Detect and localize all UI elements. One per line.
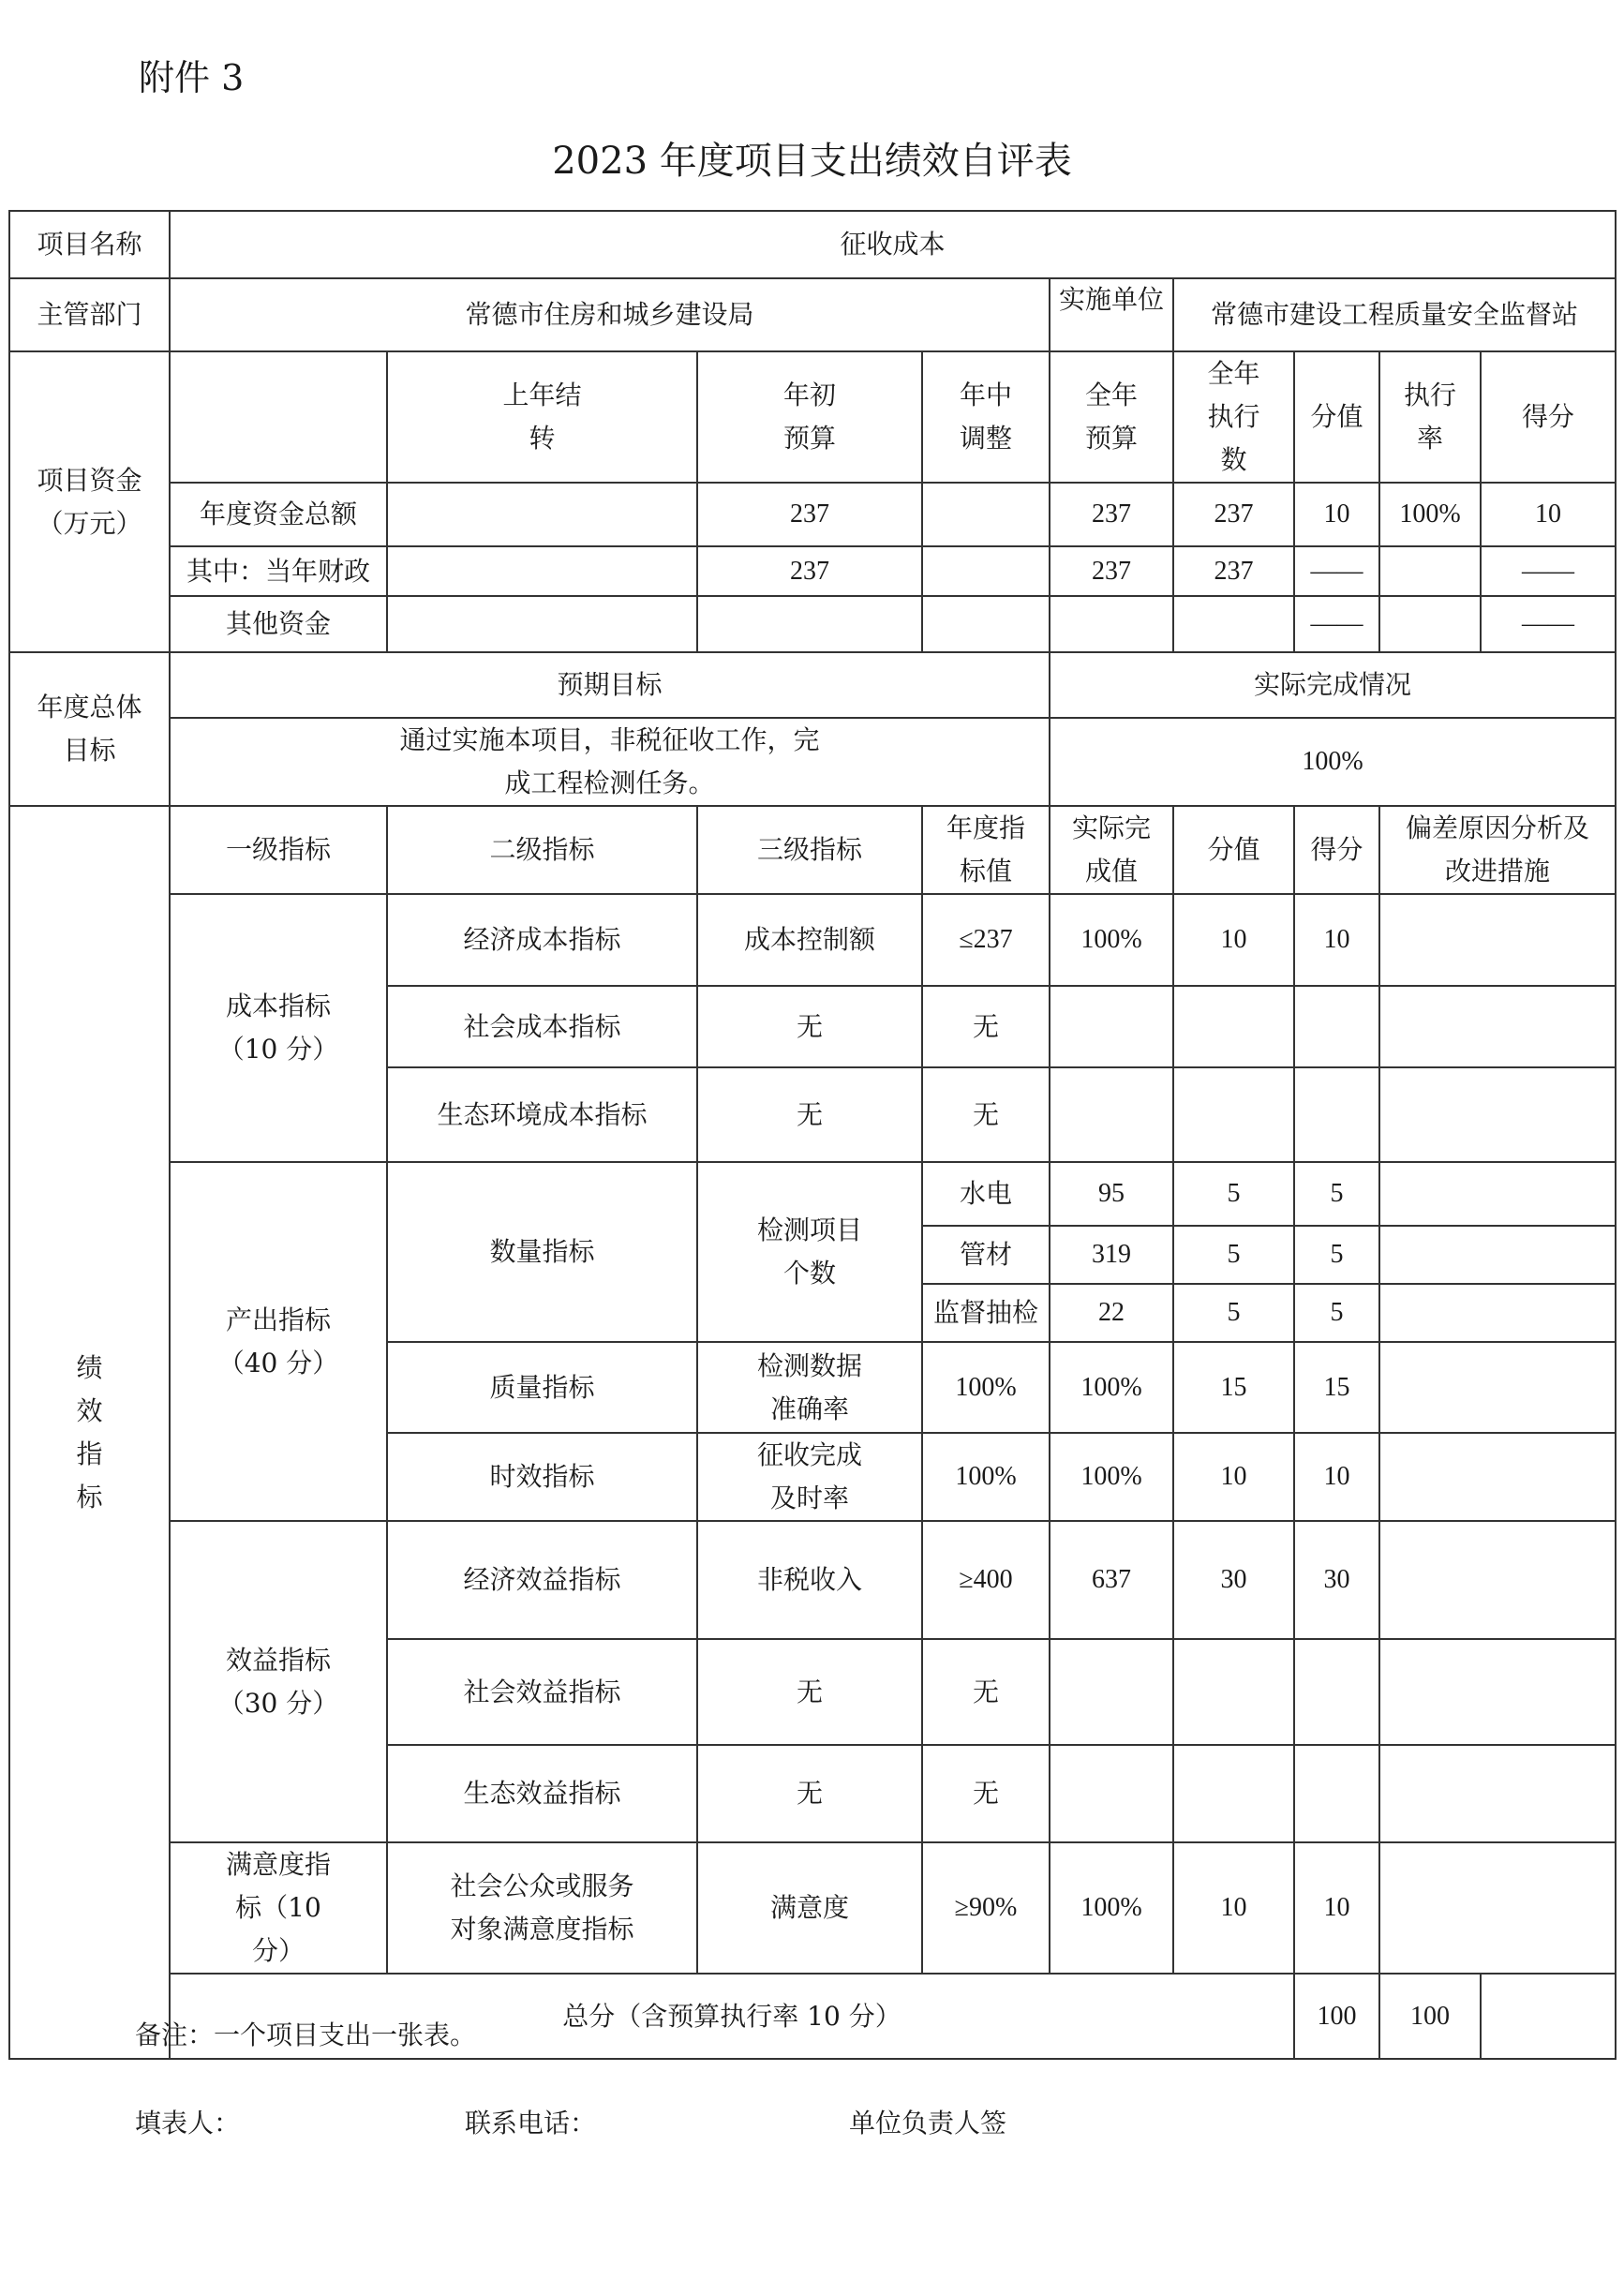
indicator-deviation: [1379, 1745, 1616, 1842]
indicator-deviation: [1379, 1284, 1616, 1342]
funds-mid: [922, 546, 1050, 596]
funds-annual: 237: [1050, 483, 1173, 546]
goals-row: [9, 718, 1616, 806]
funds-header-initial: 年初预算: [697, 351, 922, 483]
indicator-target: 无: [922, 1067, 1050, 1162]
funds-score: 10: [1481, 483, 1616, 546]
funds-score-value: ——: [1294, 546, 1379, 596]
indicator-level3: 无: [697, 1745, 922, 1842]
indicator-target: 100%: [922, 1433, 1050, 1521]
funds-rate: [1379, 546, 1481, 596]
indicator-score-value: [1173, 1639, 1294, 1745]
page-title: 2023 年度项目支出绩效自评表: [552, 140, 1072, 183]
attachment-label: 附件 3: [139, 57, 245, 98]
funds-executed: 237: [1173, 546, 1294, 596]
perf-header-actual: 实际完成值: [1050, 806, 1173, 894]
goals-actual: 100%: [1050, 718, 1616, 806]
indicator-actual: 100%: [1050, 1842, 1173, 1974]
indicator-level2: 社会效益指标: [387, 1639, 697, 1745]
funds-row: [9, 483, 1616, 546]
goals-header-row: [9, 652, 1616, 718]
indicator-score-value: 30: [1173, 1521, 1294, 1639]
indicator-score-value: [1173, 1067, 1294, 1162]
perf-header-row: [9, 806, 1616, 894]
indicator-deviation: [1379, 1342, 1616, 1433]
project-name-label: 项目名称: [9, 211, 170, 278]
indicator-deviation: [1379, 1842, 1616, 1974]
indicator-actual: [1050, 986, 1173, 1067]
funds-header-row: [9, 351, 1616, 483]
funds-score-value: ——: [1294, 596, 1379, 652]
funds-row-label: 其中：当年财政: [170, 546, 387, 596]
indicator-deviation: [1379, 1639, 1616, 1745]
indicator-target: 100%: [922, 1342, 1050, 1433]
indicator-score-value: 10: [1173, 894, 1294, 986]
funds-label: 项目资金（万元）: [9, 351, 170, 652]
funds-initial: 237: [697, 483, 922, 546]
indicator-actual: 95: [1050, 1162, 1173, 1226]
funds-prev: [387, 546, 697, 596]
funds-row: [9, 596, 1616, 652]
cost-label: 成本指标（10 分）: [170, 894, 387, 1162]
indicator-level3: 成本控制额: [697, 894, 922, 986]
funds-score-value: 10: [1294, 483, 1379, 546]
indicator-deviation: [1379, 986, 1616, 1067]
indicator-target: 水电: [922, 1162, 1050, 1226]
indicator-actual: [1050, 1067, 1173, 1162]
benefit-label: 效益指标（30 分）: [170, 1521, 387, 1842]
indicator-target: 监督抽检: [922, 1284, 1050, 1342]
goals-expected: 通过实施本项目，非税征收工作，完成工程检测任务。: [170, 718, 1050, 806]
funds-header-annual: 全年预算: [1050, 351, 1173, 483]
funds-header-score-value: 分值: [1294, 351, 1379, 483]
leader-signature-label: 单位负责人签: [849, 2108, 1007, 2139]
indicator-score: 5: [1294, 1284, 1379, 1342]
funds-header-executed: 全年执行数: [1173, 351, 1294, 483]
funds-prev: [387, 483, 697, 546]
perf-header-level2: 二级指标: [387, 806, 697, 894]
output-label: 产出指标（40 分）: [170, 1162, 387, 1521]
indicator-actual: [1050, 1745, 1173, 1842]
indicator-target: 无: [922, 1639, 1050, 1745]
self-evaluation-table: [8, 210, 1617, 2060]
funds-annual: 237: [1050, 546, 1173, 596]
funds-mid: [922, 596, 1050, 652]
total-label: 总分（含预算执行率 10 分）: [170, 1974, 1294, 2059]
perf-header-level1: 一级指标: [170, 806, 387, 894]
unit-value: 常德市建设工程质量安全监督站: [1173, 278, 1616, 351]
indicator-level2: 社会成本指标: [387, 986, 697, 1067]
indicator-level3: 非税收入: [697, 1521, 922, 1639]
dept-value: 常德市住房和城乡建设局: [170, 278, 1050, 351]
funds-prev: [387, 596, 697, 652]
indicator-actual: 100%: [1050, 894, 1173, 986]
funds-header-prev: 上年结转: [387, 351, 697, 483]
funds-header-blank: [170, 351, 387, 483]
indicator-level2: 数量指标: [387, 1162, 697, 1342]
indicator-score: 15: [1294, 1342, 1379, 1433]
funds-header-mid: 年中调整: [922, 351, 1050, 483]
funds-header-rate: 执行率: [1379, 351, 1481, 483]
indicator-actual: [1050, 1639, 1173, 1745]
indicator-level3: 检测数据准确率: [697, 1342, 922, 1433]
indicator-level3: 满意度: [697, 1842, 922, 1974]
funds-row-label: 其他资金: [170, 596, 387, 652]
indicator-score: 10: [1294, 894, 1379, 986]
indicator-target: 管材: [922, 1226, 1050, 1284]
indicator-level3: 无: [697, 986, 922, 1067]
indicator-score: 5: [1294, 1226, 1379, 1284]
funds-annual: [1050, 596, 1173, 652]
indicator-deviation: [1379, 1226, 1616, 1284]
satisfaction-label: 满意度指标（10 分）: [170, 1842, 387, 1974]
funds-initial: [697, 596, 922, 652]
indicator-target: ≤237: [922, 894, 1050, 986]
perf-header-deviation: 偏差原因分析及改进措施: [1379, 806, 1616, 894]
indicator-target: 无: [922, 1745, 1050, 1842]
funds-row: [9, 546, 1616, 596]
funds-score: ——: [1481, 596, 1616, 652]
indicator-score: [1294, 1067, 1379, 1162]
perf-header-target: 年度指标值: [922, 806, 1050, 894]
total-deviation: [1481, 1974, 1616, 2059]
indicator-score-value: 10: [1173, 1842, 1294, 1974]
phone-label: 联系电话：: [465, 2108, 597, 2139]
indicator-score-value: [1173, 1745, 1294, 1842]
funds-score: ——: [1481, 546, 1616, 596]
indicator-level2: 经济成本指标: [387, 894, 697, 986]
perf-header-score: 得分: [1294, 806, 1379, 894]
table-note: 备注：一个项目支出一张表。: [135, 2019, 477, 2050]
indicator-level3: 征收完成及时率: [697, 1433, 922, 1521]
indicator-target: ≥400: [922, 1521, 1050, 1639]
indicator-row: [9, 1842, 1616, 1974]
project-name-value: 征收成本: [170, 211, 1616, 278]
funds-row-label: 年度资金总额: [170, 483, 387, 546]
indicator-actual: 319: [1050, 1226, 1173, 1284]
indicator-score: 5: [1294, 1162, 1379, 1226]
indicator-deviation: [1379, 1067, 1616, 1162]
indicator-score: [1294, 1639, 1379, 1745]
filler-label: 填表人：: [135, 2108, 241, 2139]
indicator-deviation: [1379, 1521, 1616, 1639]
indicator-actual: 637: [1050, 1521, 1173, 1639]
indicator-deviation: [1379, 894, 1616, 986]
department-row: [9, 278, 1616, 351]
total-score: 100: [1379, 1974, 1481, 2059]
perf-header-score-value: 分值: [1173, 806, 1294, 894]
indicator-level3: 无: [697, 1639, 922, 1745]
indicator-target: 无: [922, 986, 1050, 1067]
indicator-level3: 检测项目个数: [697, 1162, 922, 1342]
perf-header-level3: 三级指标: [697, 806, 922, 894]
indicator-level2: 质量指标: [387, 1342, 697, 1433]
indicator-row: [9, 1521, 1616, 1639]
indicator-row: [9, 1162, 1616, 1226]
indicator-score-value: [1173, 986, 1294, 1067]
indicator-score: [1294, 1745, 1379, 1842]
indicator-level2: 时效指标: [387, 1433, 697, 1521]
indicator-level2: 社会公众或服务对象满意度指标: [387, 1842, 697, 1974]
indicator-actual: 100%: [1050, 1342, 1173, 1433]
funds-header-score: 得分: [1481, 351, 1616, 483]
indicator-level2: 生态环境成本指标: [387, 1067, 697, 1162]
funds-executed: [1173, 596, 1294, 652]
indicator-deviation: [1379, 1162, 1616, 1226]
indicator-actual: 22: [1050, 1284, 1173, 1342]
goals-expected-header: 预期目标: [170, 652, 1050, 718]
indicator-score: 10: [1294, 1842, 1379, 1974]
indicator-score-value: 15: [1173, 1342, 1294, 1433]
indicator-score: 30: [1294, 1521, 1379, 1639]
indicator-deviation: [1379, 1433, 1616, 1521]
goals-label: 年度总体目标: [9, 652, 170, 806]
perf-label: 绩效指标: [9, 806, 170, 2059]
indicator-score: 10: [1294, 1433, 1379, 1521]
total-score-value: 100: [1294, 1974, 1379, 2059]
funds-rate: 100%: [1379, 483, 1481, 546]
indicator-target: ≥90%: [922, 1842, 1050, 1974]
indicator-score: [1294, 986, 1379, 1067]
indicator-level2: 经济效益指标: [387, 1521, 697, 1639]
indicator-score-value: 5: [1173, 1162, 1294, 1226]
indicator-actual: 100%: [1050, 1433, 1173, 1521]
funds-mid: [922, 483, 1050, 546]
indicator-level2: 生态效益指标: [387, 1745, 697, 1842]
indicator-score-value: 5: [1173, 1226, 1294, 1284]
funds-initial: 237: [697, 546, 922, 596]
funds-executed: 237: [1173, 483, 1294, 546]
unit-label: 实施单位: [1050, 278, 1173, 351]
project-name-row: [9, 211, 1616, 278]
dept-label: 主管部门: [9, 278, 170, 351]
funds-rate: [1379, 596, 1481, 652]
goals-actual-header: 实际完成情况: [1050, 652, 1616, 718]
indicator-score-value: 10: [1173, 1433, 1294, 1521]
indicator-level3: 无: [697, 1067, 922, 1162]
indicator-row: [9, 894, 1616, 986]
indicator-score-value: 5: [1173, 1284, 1294, 1342]
